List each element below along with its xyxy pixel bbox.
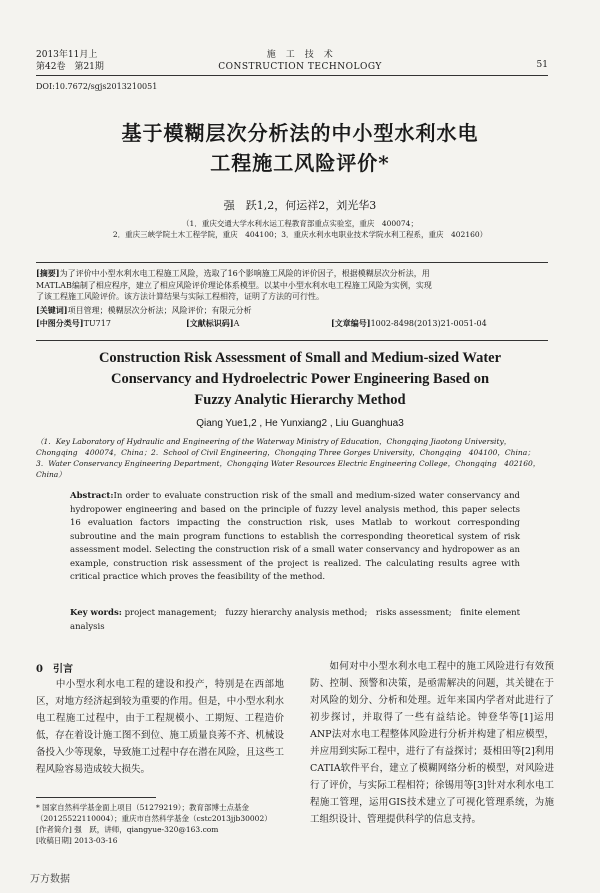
abstract-cn-line3: 了该工程施工风险评价。该方法计算结果与实际工程相符，证明了方法的可行性。 — [36, 292, 324, 301]
abstract-cn-label: [摘要] — [36, 268, 60, 278]
doi: DOI:10.7672/sgjs2013210051 — [36, 82, 158, 91]
journal-name-en: CONSTRUCTION TECHNOLOGY — [218, 62, 382, 72]
journal-name-cn: 施 工 技 术 — [266, 50, 334, 60]
affiliation-cn-line2: 2．重庆三峡学院土木工程学院，重庆 404100；3．重庆水利水电职业技术学院水利工程系，重庆 402160） — [112, 230, 488, 239]
clc-value: TU717 — [83, 319, 111, 328]
watermark: 万方数据 — [30, 874, 70, 885]
keywords-en-block — [70, 607, 520, 634]
authors-en: Qiang Yue1,2 , He Yunxiang2 , Liu Guanghua3 — [196, 418, 404, 429]
keywords-cn-label: [关键词] — [36, 304, 68, 315]
footnote-author: [作者简介] 强 跃，讲师，qiangyue-320@163.com — [36, 825, 219, 834]
body-right-column: 如何对中小型水利水电工程中的施工风险进行有效预防、控制、预警和决策，是亟需解决的问题，其关键在于对风险的划分、分析和处理。近年来国内学者对此进行了初步探讨，并取得了一些有益结论。钟登华等[1]运用ANP法对水电工程整体风险进行分析并构建了相应模型，并应用到实际工程中，进行了有益探讨；聂相田等[2]利用CATIA软件平台，建立了模糊网络分析的模型，对风险进行了评价，与实际工程相符；徐锡用等[3]针对水利水电工程施工管理，运用GIS技术建立了可视化管理系统，为施工组织设计、管理提供科学的信息支持。 — [310, 661, 554, 825]
page-number: 51 — [536, 60, 548, 70]
keywords-en: project management; fuzzy hierarchy analysis method; risks assessment; finite element analysis — [70, 608, 521, 632]
doc-code-value: A — [233, 319, 240, 328]
section-heading-intro: 0 引言 — [36, 664, 73, 675]
running-header-left — [36, 49, 104, 73]
volume-issue: 第42卷 第21期 — [36, 62, 104, 72]
keywords-cn: 项目管理；模糊层次分析法；风险评价；有限元分析 — [67, 305, 252, 315]
abstract-cn — [36, 268, 548, 330]
abstract-en — [70, 490, 520, 585]
title-en-line2: Conservancy and Hydroelectric Power Engineering Based on — [110, 371, 490, 387]
affiliation-cn-line1: （1．重庆交通大学水利水运工程教育部重点实验室，重庆 400074； — [182, 219, 418, 228]
header-rule — [36, 75, 548, 76]
abstract-top-rule — [36, 262, 548, 263]
clc-label: [中图分类号] — [36, 318, 84, 328]
title-cn-line2: 工程施工风险评价* — [210, 151, 390, 175]
abstract-bottom-rule — [36, 340, 548, 341]
affiliations-en — [36, 436, 550, 480]
authors-cn: 强 跃1,2，何运祥2，刘光华3 — [223, 199, 377, 212]
abstract-en-text: In order to evaluate construction risk of the small and medium-sized water conservancy and hydropower engineering and based on the principle of fuzzy level analysis method, this paper selects 16 evaluation factors impacting the construction risk, uses Matlab to workout corresponding subroutine and the main program functions to establish the corresponding theoretical system of risk assessment model. Selecting the construction risk of a small water conservancy and hydropower as an example, construction risk assessment of the project is realized. The calculating results agree with critical practice which proves the feasibility of the method. — [70, 491, 520, 582]
affiliation-en-line2: Chongqing 400074，China；2．School of Civil Engineering，Chongqing Three Gorges University，Chongqing 404100，China； — [36, 448, 535, 457]
body-left-column: 中小型水利水电工程的建设和投产，特别是在西部地区，对地方经济起到较为重要的作用。但是，中小型水利水电工程施工过程中，由于工程规模小、工期短、工程造价低，存在着设计施工图不到位、施工质量良莠不齐、机械设备投入少等现象，导致施工过程中存在潜在风险，且这些工程风险容易造成较大损失。 — [36, 679, 284, 775]
doc-code-label: [文献标识码] — [186, 318, 234, 328]
affiliations-cn — [40, 218, 560, 240]
title-cn — [40, 118, 560, 178]
affiliation-en-line3: 3．Water Conservancy Engineering Department，Chongqing Water Resources Electric Engineering College，Chongqing 402160，China） — [36, 459, 541, 479]
abstract-cn-line2: MATLAB编制了相应程序，建立了相应风险评价理论体系模型。以某中小型水利水电工程施工风险为实例，实现 — [36, 280, 432, 290]
article-no-value: 1002-8498(2013)21-0051-04 — [370, 319, 487, 328]
title-en-line1: Construction Risk Assessment of Small and Medium-sized Water — [98, 350, 502, 366]
title-en-line3: Fuzzy Analytic Hierarchy Method — [194, 392, 406, 408]
affiliation-en-line1: （1．Key Laboratory of Hydraulic and Engineering of the Waterway Ministry of Education，Chongqing Jiaotong University， — [36, 437, 512, 446]
footnote — [36, 802, 286, 846]
keywords-en-label: Key words: — [70, 608, 122, 618]
footnote-rule — [36, 797, 156, 798]
footnote-fund: * 国家自然科学基金面上项目（51279219）；教育部博士点基金（20125522110004）；重庆市自然科学基金（cstc2013jjb30002） — [36, 803, 272, 823]
title-en — [40, 348, 560, 411]
abstract-en-label: Abstract: — [70, 491, 114, 501]
abstract-cn-line1: 为了评价中小型水利水电工程施工风险，选取了16个影响施工风险的评价因子，根据模糊层次分析法，用 — [59, 269, 430, 278]
title-cn-line1: 基于模糊层次分析法的中小型水利水电 — [121, 121, 479, 145]
journal-name — [180, 49, 420, 73]
footnote-received: [收稿日期] 2013-03-16 — [36, 836, 118, 845]
article-no-label: [文章编号] — [331, 318, 371, 328]
issue-date: 2013年11月上 — [36, 50, 98, 60]
classification-row — [36, 318, 548, 330]
